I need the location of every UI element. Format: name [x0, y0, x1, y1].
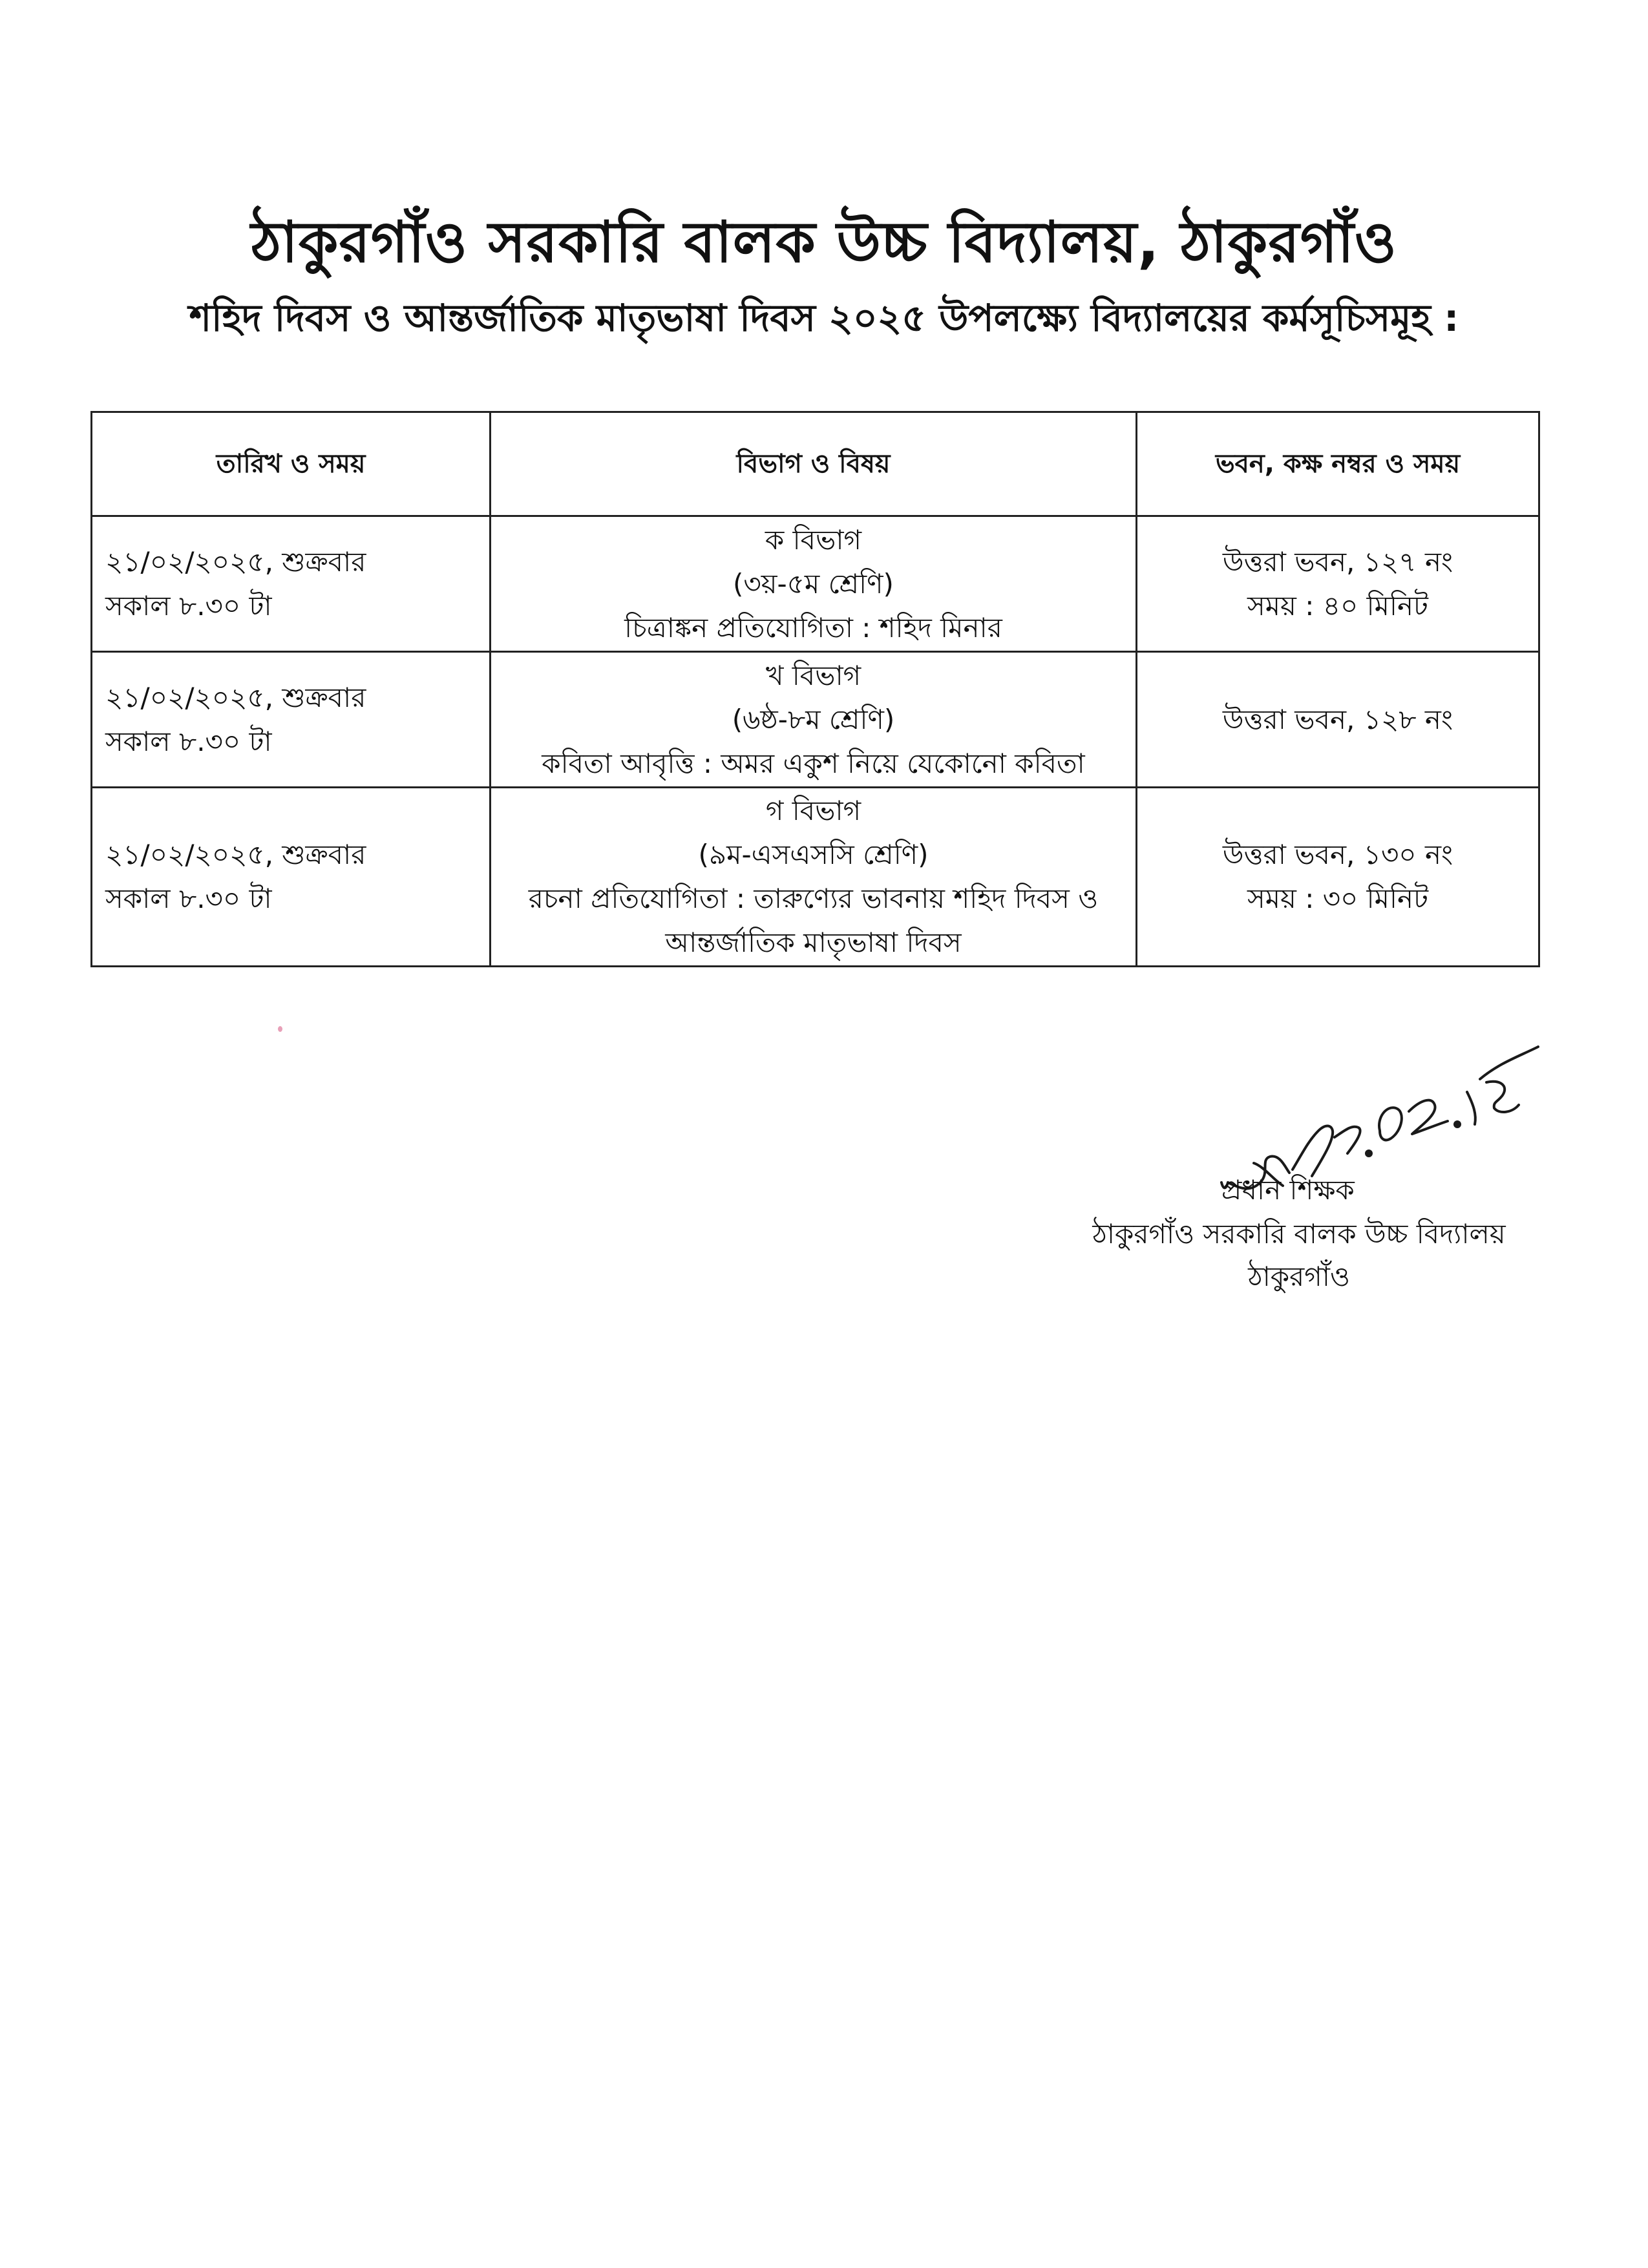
- row-time: সকাল ৮.৩০ টা: [105, 883, 272, 914]
- row-time: সকাল ৮.৩০ টা: [105, 589, 272, 622]
- row-duration: সময় : ৪০ মিনিট: [1247, 589, 1428, 622]
- row-classes: (৬ষ্ঠ-৮ম শ্রেণি): [732, 703, 895, 735]
- signatory-school: ঠাকুরগাঁও সরকারি বালক উচ্চ বিদ্যালয়: [1092, 1218, 1506, 1250]
- row-section: ক বিভাগ: [765, 523, 862, 556]
- row-room: উত্তরা ভবন, ১৩০ নং: [1222, 839, 1453, 870]
- date-cell: [92, 652, 491, 788]
- page-title: ঠাকুরগাঁও সরকারি বালক উচ্চ বিদ্যালয়, ঠাকুরগাঁও: [251, 209, 1397, 275]
- row-room: উত্তরা ভবন, ১২৮ নং: [1222, 703, 1453, 735]
- table-row: [92, 652, 1539, 788]
- row-subject: চিত্রাঙ্কন প্রতিযোগিতা : শহিদ মিনার: [624, 611, 1002, 644]
- header-date-time: তারিখ ও সময়: [92, 412, 491, 516]
- section-cell: [491, 516, 1137, 652]
- row-subject: কবিতা আবৃত্তি : অমর একুশ নিয়ে যেকোনো কবিতা: [542, 747, 1085, 779]
- row-subject: রচনা প্রতিযোগিতা : তারুণ্যের ভাবনায় শহিদ দিবস ও: [528, 883, 1099, 914]
- date-cell: [92, 516, 491, 652]
- signatory-role: প্রধান শিক্ষক: [1221, 1174, 1355, 1206]
- row-duration: সময় : ৩০ মিনিট: [1247, 883, 1428, 914]
- table-header-row: [92, 412, 1539, 516]
- row-classes: (৩য়-৫ম শ্রেণি): [733, 567, 894, 600]
- page-subtitle: শহিদ দিবস ও আন্তর্জাতিক মাতৃভাষা দিবস ২০২৫ উপলক্ষ্যে বিদ্যালয়ের কর্মসূচিসমূহ :: [189, 296, 1459, 340]
- scan-speck: [278, 1026, 282, 1032]
- signatory-town: ঠাকুরগাঁও: [1248, 1261, 1350, 1292]
- schedule-table: [90, 411, 1540, 967]
- row-section: খ বিভাগ: [765, 659, 861, 691]
- table-row: [92, 516, 1539, 652]
- row-date: ২১/০২/২০২৫, শুক্রবার: [105, 681, 366, 713]
- section-cell: [491, 788, 1137, 967]
- date-cell: [92, 788, 491, 967]
- header-section-subject: বিভাগ ও বিষয়: [491, 412, 1137, 516]
- row-section: গ বিভাগ: [765, 795, 861, 826]
- row-subject-continued: আন্তর্জাতিক মাতৃভাষা দিবস: [665, 927, 962, 958]
- row-room: উত্তরা ভবন, ১২৭ নং: [1222, 545, 1453, 578]
- room-cell: [1137, 516, 1539, 652]
- header-room-time: ভবন, কক্ষ নম্বর ও সময়: [1137, 412, 1539, 516]
- row-classes: (৯ম-এসএসসি শ্রেণি): [698, 839, 929, 870]
- row-date: ২১/০২/২০২৫, শুক্রবার: [105, 545, 366, 578]
- table-row: [92, 788, 1539, 967]
- row-date: ২১/০২/২০২৫, শুক্রবার: [105, 839, 366, 870]
- room-cell: [1137, 788, 1539, 967]
- row-time: সকাল ৮.৩০ টা: [105, 725, 272, 757]
- section-cell: [491, 652, 1137, 788]
- room-cell: [1137, 652, 1539, 788]
